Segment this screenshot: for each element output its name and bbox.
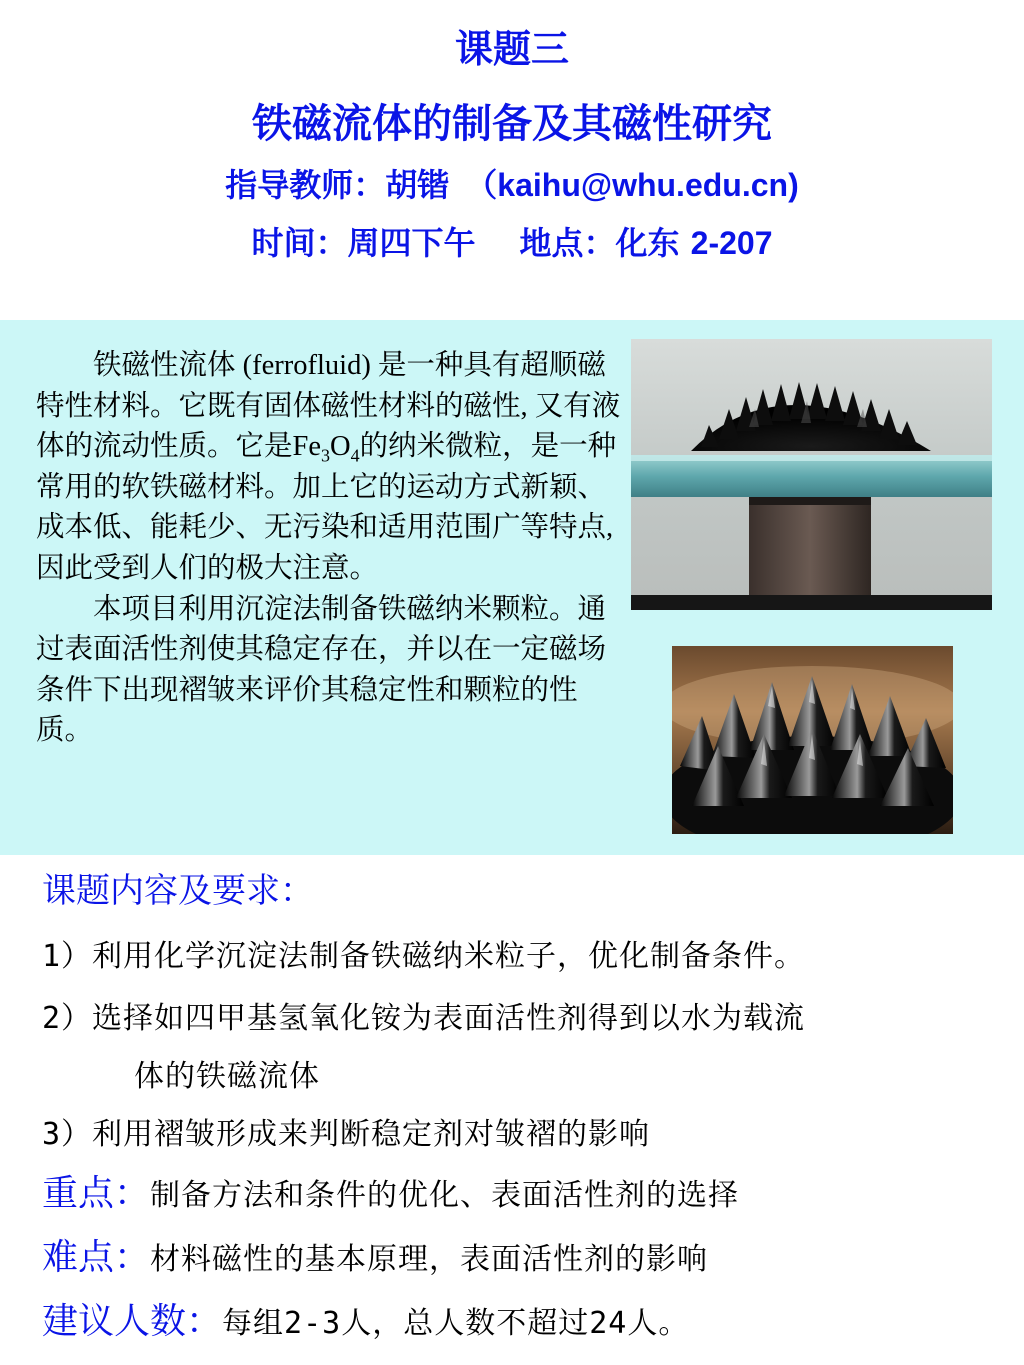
requirement-item: 1）利用化学沉淀法制备铁磁纳米粒子，优化制备条件。 (42, 939, 806, 974)
requirements-section (0, 855, 1024, 1365)
project-title: 铁磁流体的制备及其磁性研究 (252, 100, 772, 147)
location-label: 地点：化东 (519, 224, 680, 262)
focus-text: 制备方法和条件的优化、表面活性剂的选择 (150, 1178, 740, 1213)
intro-p1-subscript-4: 4 (350, 445, 360, 466)
intro-text (36, 346, 626, 752)
focus-label: 重点： (42, 1173, 151, 1214)
group-size-line (42, 1293, 689, 1344)
advisor-line (0, 160, 1024, 206)
intro-paragraph-2: 本项目利用沉淀法制备铁磁纳米颗粒。通过表面活性剂使其稳定存在，并以在一定磁场条件下出现褶皱来评价其稳定性和颗粒的性质。 (36, 593, 607, 747)
time-location-line (0, 218, 1024, 264)
difficulty-label: 难点： (42, 1237, 151, 1278)
location-room: 2-207 (690, 225, 773, 261)
intro-p1-part-b: O (330, 431, 351, 463)
intro-p1-subscript-3: 3 (321, 445, 331, 466)
requirements-heading: 课题内容及要求： (42, 871, 314, 911)
intro-paragraph-1 (36, 346, 626, 590)
intro-p1-part-c: 的纳米微粒，是一种常用的软铁磁材料。加上它的运动方式新颖、成本低、能耗少、无污染和适用范围广等特点, 因此受到人们的极大注意。 (36, 431, 617, 584)
difficulty-line (42, 1229, 708, 1280)
ferrofluid-magnet-photo (631, 339, 992, 610)
requirement-item-continuation: 体的铁磁流体 (134, 1059, 320, 1094)
ferrofluid-spikes-photo (672, 646, 953, 834)
requirement-item: 2）选择如四甲基氢氧化铵为表面活性剂得到以水为载流 (42, 1001, 806, 1036)
difficulty-text: 材料磁性的基本原理，表面活性剂的影响 (150, 1242, 709, 1277)
header (0, 0, 1024, 320)
advisor-label: 指导教师：胡锴 （ (225, 166, 498, 204)
focus-line (42, 1165, 739, 1216)
group-size-label: 建议人数： (42, 1301, 223, 1342)
intro-p1-part-a: 铁磁性流体 (ferrofluid) 是一种具有超顺磁特性材料。它既有固体磁性材料的磁性, 又有液体的流动性质。它是Fe (36, 350, 621, 463)
topic-title: 课题三 (454, 26, 569, 71)
group-size-text: 每组2-3人，总人数不超过24人。 (222, 1306, 690, 1341)
advisor-email: kaihu@whu.edu.cn) (497, 167, 799, 203)
time-label: 时间：周四下午 (251, 224, 476, 262)
requirement-item: 3）利用褶皱形成来判断稳定剂对皱褶的影响 (42, 1117, 651, 1152)
